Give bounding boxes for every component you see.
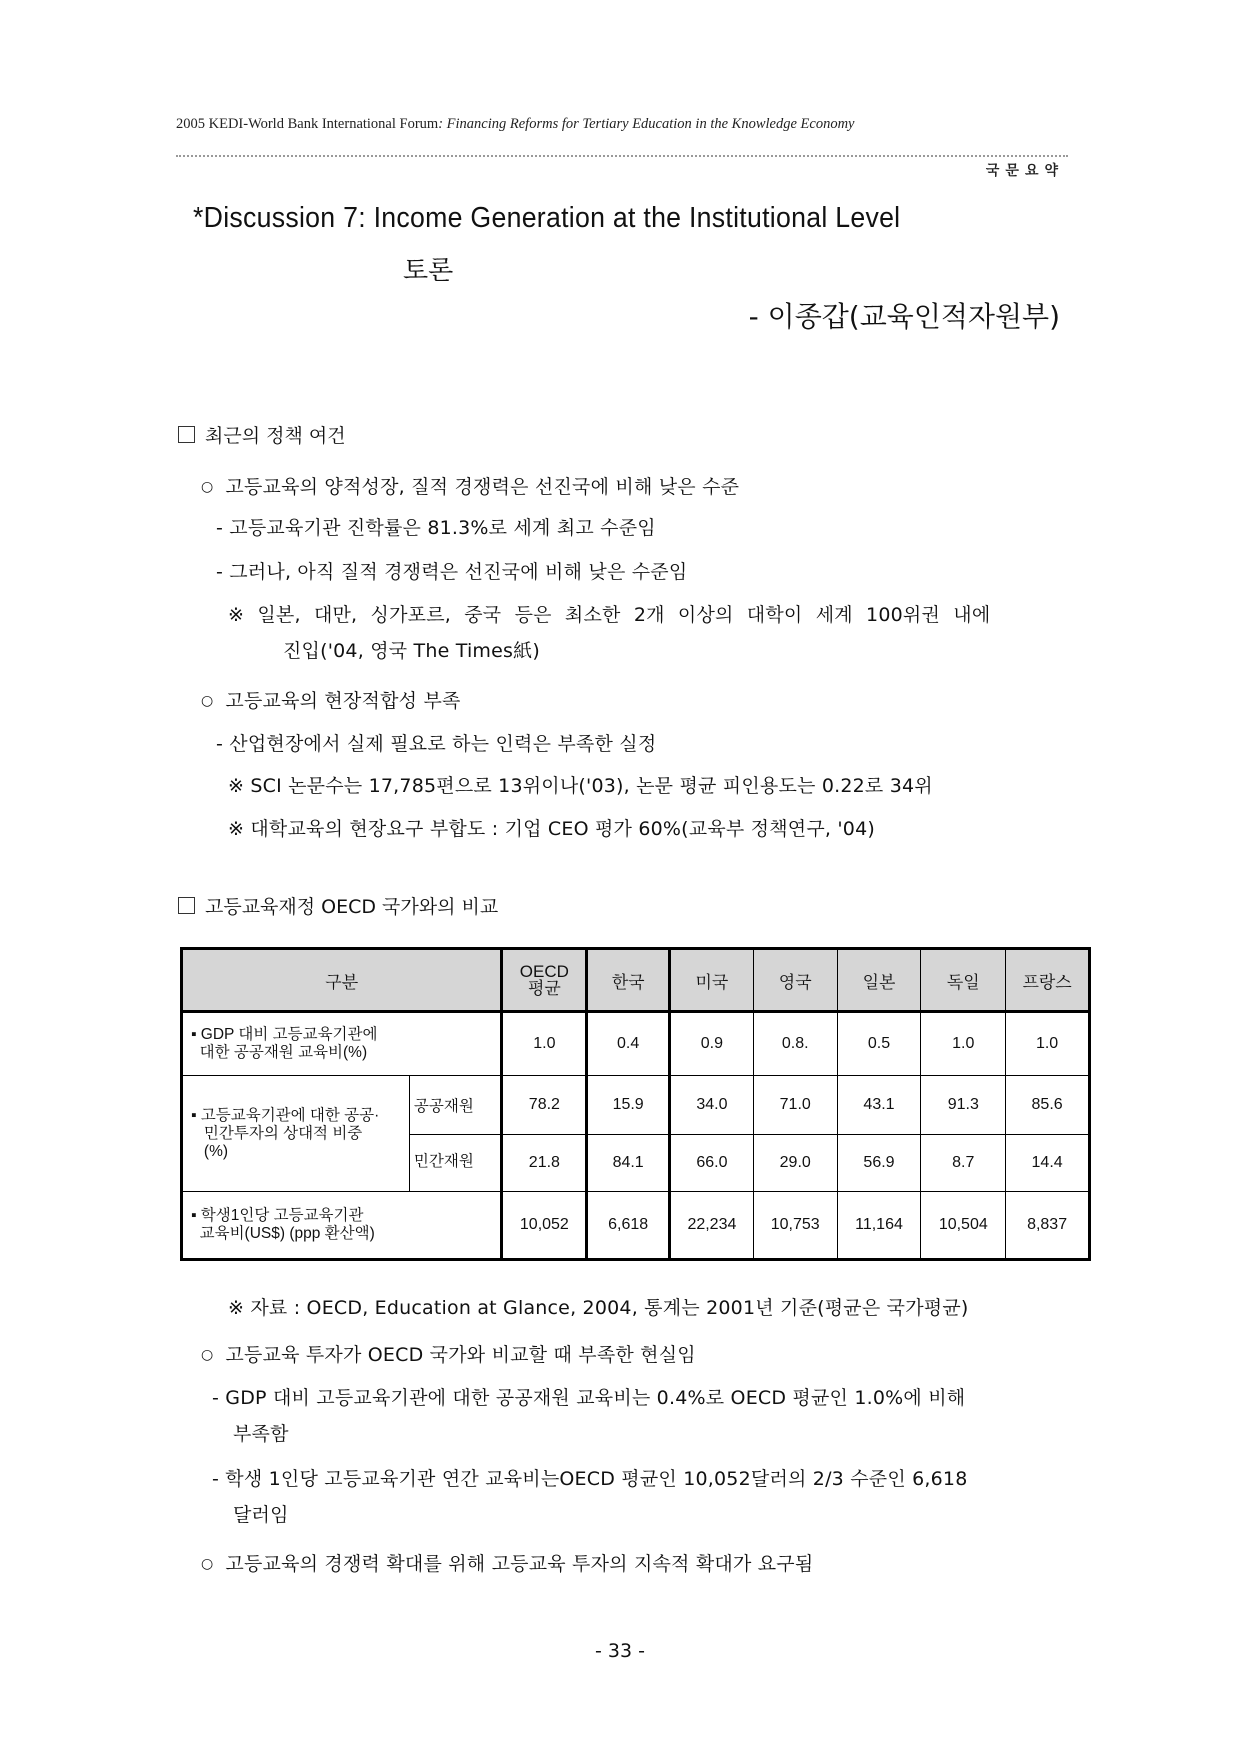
cell: 22,234 [670, 1192, 754, 1260]
section-heading-policy [178, 421, 346, 448]
row-label-gdp [182, 1012, 502, 1076]
bullet-line [201, 1340, 696, 1367]
cell: 10,052 [502, 1192, 587, 1260]
cell: 66.0 [670, 1135, 754, 1192]
checkbox-square-icon [178, 897, 195, 914]
dash-line: - 산업현장에서 실제 필요로 하는 인력은 부족한 실정 [216, 733, 657, 755]
cell: 11,164 [837, 1192, 921, 1260]
bullet-line [201, 686, 461, 713]
cell: 91.3 [921, 1076, 1006, 1135]
section-heading-text: 최근의 정책 여건 [205, 425, 346, 447]
dash-continuation: 달러임 [233, 1504, 289, 1526]
header-usa: 미국 [670, 949, 754, 1012]
dash-line: - GDP 대비 고등교육기관에 대한 공공재원 교육비는 0.4%로 OECD 평균인 1.0%에 비해 [212, 1387, 966, 1409]
section-heading-text: 고등교육재정 OECD 국가와의 비교 [205, 896, 499, 918]
cell: 29.0 [753, 1135, 837, 1192]
page-title: *Discussion 7: Income Generation at the Institutional Level [193, 202, 901, 234]
cell: 43.1 [837, 1076, 921, 1135]
cell: 1.0 [502, 1012, 587, 1076]
source-note: ※ 자료 : OECD, Education at Glance, 2004, 통계는 2001년 기준(평균은 국가평균) [228, 1297, 969, 1319]
header-germany: 독일 [921, 949, 1006, 1012]
note-line: ※ SCI 논문수는 17,785편으로 13위이나('03), 논문 평균 피인용도는 0.22로 34위 [228, 775, 933, 797]
note-line: ※ 일본, 대만, 싱가포르, 중국 등은 최소한 2개 이상의 대학이 세계 100위권 내에 [228, 604, 991, 626]
cell: 71.0 [753, 1076, 837, 1135]
header-oecd-line1: OECD [519, 962, 569, 981]
sublabel-public: 공공재원 [409, 1076, 502, 1135]
cell: 78.2 [502, 1076, 587, 1135]
cell: 0.5 [837, 1012, 921, 1076]
running-head [176, 116, 855, 133]
section-tag: 국문요약 [985, 163, 1064, 179]
dash-line: - 고등교육기관 진학률은 81.3%로 세계 최고 수준임 [216, 517, 656, 539]
checkbox-square-icon [178, 426, 195, 443]
note-continuation: 진입('04, 영국 The Times紙) [283, 640, 540, 662]
cell: 8.7 [921, 1135, 1006, 1192]
page-number: - 33 - [595, 1640, 645, 1662]
sublabel-private: 민간재원 [409, 1135, 502, 1192]
cell: 10,504 [921, 1192, 1006, 1260]
page-subtitle: 토론 [403, 256, 454, 286]
oecd-comparison-table [180, 947, 1091, 1261]
cell: 0.8. [753, 1012, 837, 1076]
cell: 14.4 [1006, 1135, 1090, 1192]
cell: 21.8 [502, 1135, 587, 1192]
header-divider [176, 155, 1068, 157]
cell: 85.6 [1006, 1076, 1090, 1135]
cell: 8,837 [1006, 1192, 1090, 1260]
circle-bullet-icon: ○ [201, 479, 214, 495]
header-korea: 한국 [587, 949, 670, 1012]
circle-bullet-icon: ○ [201, 1556, 214, 1572]
bullet-line [201, 472, 739, 499]
row-label-per-student [182, 1192, 502, 1260]
bullet-text: 고등교육 투자가 OECD 국가와 비교할 때 부족한 현실임 [225, 1344, 696, 1366]
running-head-italic: : Financing Reforms for Tertiary Education in the Knowledge Economy [438, 116, 855, 132]
header-oecd-average [502, 949, 587, 1012]
table-row [182, 1192, 1090, 1260]
cell: 15.9 [587, 1076, 670, 1135]
dash-continuation: 부족함 [233, 1423, 289, 1445]
bullet-text: 고등교육의 경쟁력 확대를 위해 고등교육 투자의 지속적 확대가 요구됨 [225, 1553, 814, 1575]
table-row [182, 1012, 1090, 1076]
row-label-line: (%) [203, 1142, 229, 1160]
cell: 56.9 [837, 1135, 921, 1192]
circle-bullet-icon: ○ [201, 693, 214, 709]
row-label-line: 교육비(US$) (ppp 환산액) [199, 1225, 375, 1242]
row-label-line: 대한 공공재원 교육비(%) [199, 1044, 368, 1061]
table-header-row [182, 949, 1090, 1012]
header-category: 구분 [182, 949, 502, 1012]
cell: 10,753 [753, 1192, 837, 1260]
note-line: ※ 대학교육의 현장요구 부합도 : 기업 CEO 평가 60%(교육부 정책연구, '04) [228, 818, 875, 840]
row-label-line: ▪ 학생1인당 고등교육기관 [191, 1207, 364, 1224]
cell: 0.9 [670, 1012, 754, 1076]
circle-bullet-icon: ○ [201, 1347, 214, 1363]
cell: 1.0 [1006, 1012, 1090, 1076]
dash-line: - 학생 1인당 고등교육기관 연간 교육비는OECD 평균인 10,052달러의 2/3 수준인 6,618 [212, 1468, 968, 1490]
dash-line: - 그러나, 아직 질적 경쟁력은 선진국에 비해 낮은 수준임 [216, 561, 688, 583]
bullet-text: 고등교육의 양적성장, 질적 경쟁력은 선진국에 비해 낮은 수준 [225, 476, 740, 498]
row-label-line: 민간투자의 상대적 비중 [203, 1124, 363, 1142]
row-label-line: ▪ GDP 대비 고등교육기관에 [191, 1026, 378, 1043]
row-label-share [182, 1076, 410, 1192]
header-uk: 영국 [753, 949, 837, 1012]
header-japan: 일본 [837, 949, 921, 1012]
bullet-line [201, 1549, 813, 1576]
section-heading-oecd [178, 892, 498, 919]
header-oecd-line2: 평균 [527, 979, 561, 998]
cell: 0.4 [587, 1012, 670, 1076]
cell: 1.0 [921, 1012, 1006, 1076]
row-label-line: ▪ 고등교육기관에 대한 공공· [191, 1106, 380, 1124]
cell: 34.0 [670, 1076, 754, 1135]
author-line: - 이종갑(교육인적자원부) [748, 300, 1060, 333]
cell: 84.1 [587, 1135, 670, 1192]
header-france: 프랑스 [1006, 949, 1090, 1012]
table-row [182, 1076, 1090, 1135]
bullet-text: 고등교육의 현장적합성 부족 [225, 690, 461, 712]
running-head-plain: 2005 KEDI-World Bank International Forum [176, 116, 439, 132]
cell: 6,618 [587, 1192, 670, 1260]
